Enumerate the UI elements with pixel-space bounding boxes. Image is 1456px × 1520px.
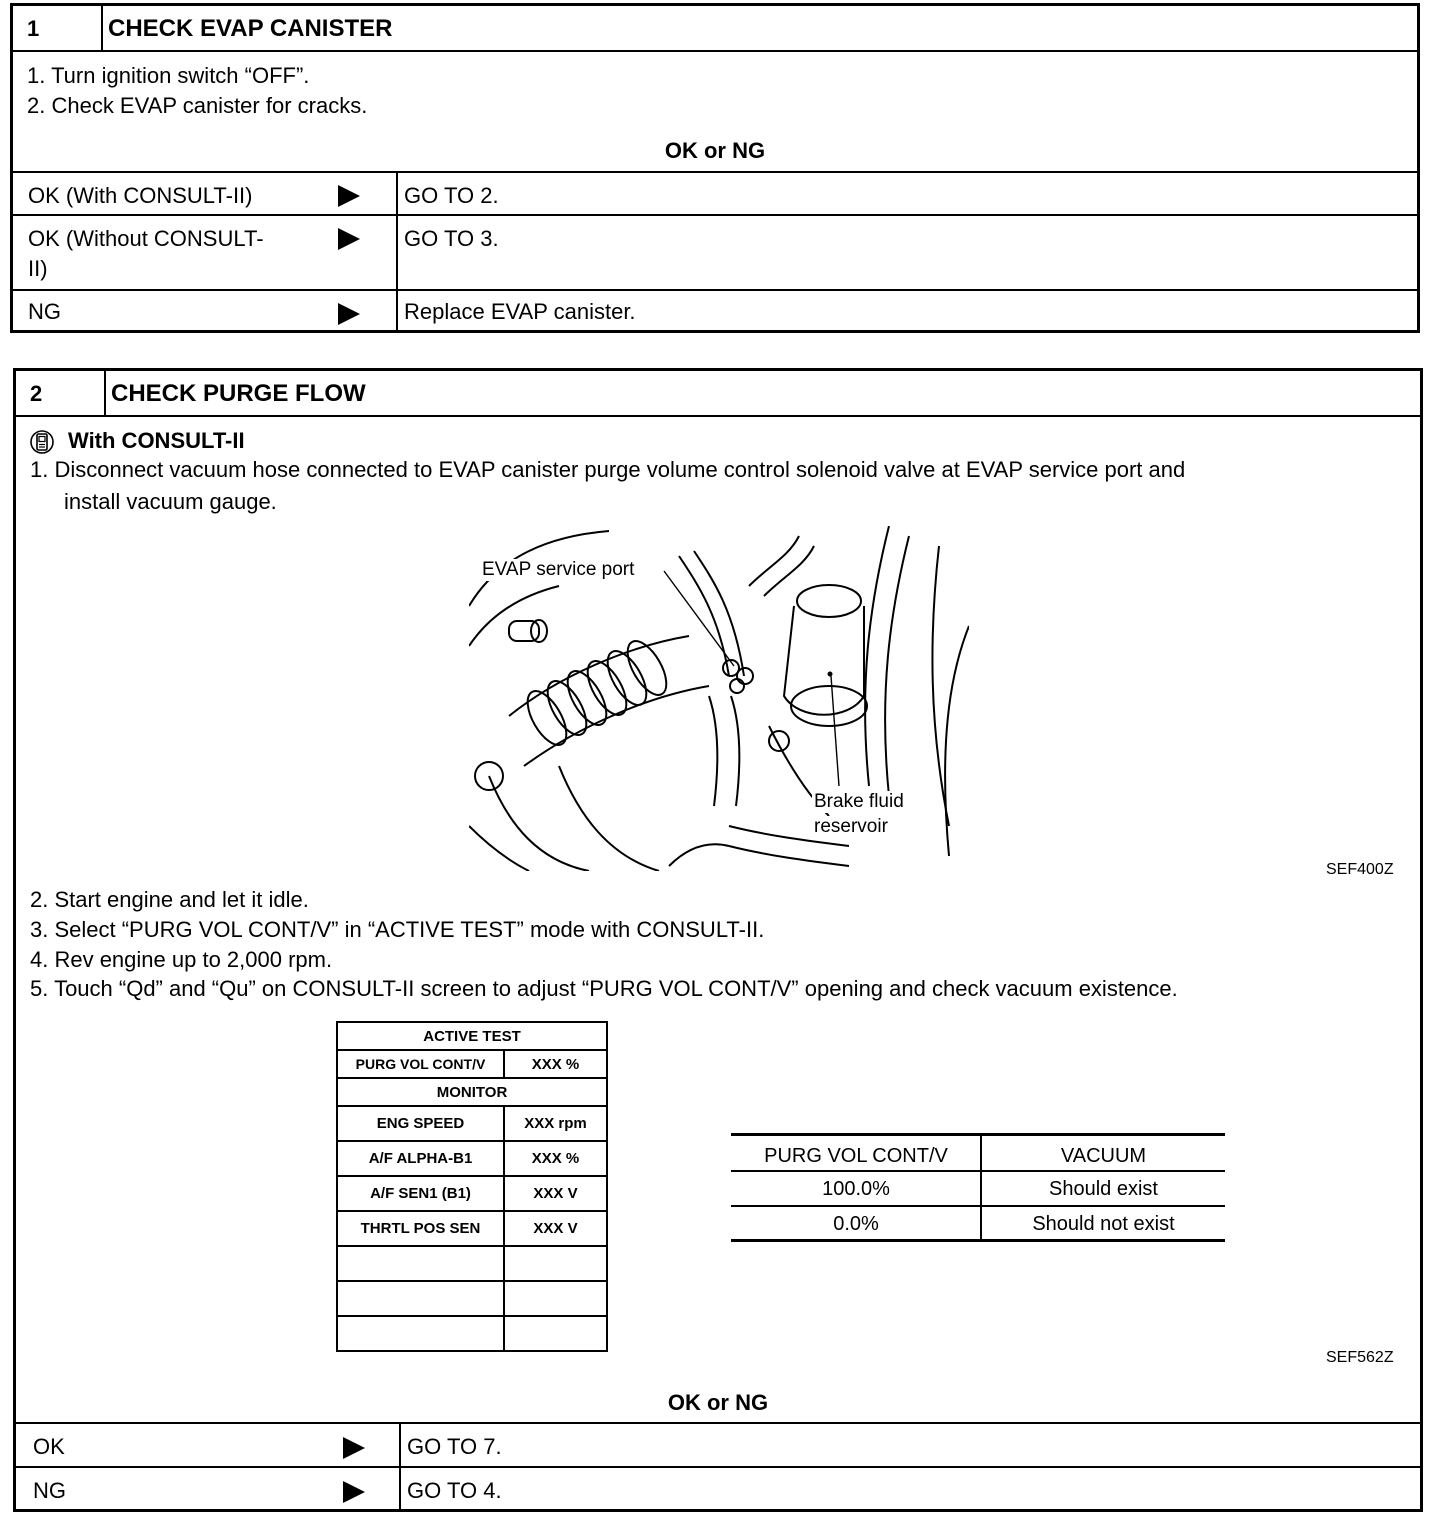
step1-result-action: Replace EVAP canister.	[404, 299, 636, 324]
step1-result-condition: NG	[28, 299, 61, 324]
arrow-right-icon	[343, 1481, 365, 1503]
header-divider	[101, 6, 103, 50]
monitor-item: A/F ALPHA-B1	[337, 1141, 504, 1176]
step2-title: CHECK PURGE FLOW	[111, 380, 366, 407]
row-divider	[13, 214, 1417, 216]
step2-instruction-3: 3. Select “PURG VOL CONT/V” in “ACTIVE TEST” mode with CONSULT-II.	[30, 917, 765, 942]
step2-instruction-5: 5. Touch “Qd” and “Qu” on CONSULT-II screen to adjust “PURG VOL CONT/V” opening and check vacuum existence.	[30, 976, 1178, 1001]
step1-instruction-1: 1. Turn ignition switch “OFF”.	[27, 63, 310, 88]
arrow-right-icon	[338, 228, 360, 250]
step2-result-condition: OK	[33, 1434, 65, 1459]
monitor-item: THRTL POS SEN	[337, 1211, 504, 1246]
step2-result-condition: NG	[33, 1478, 66, 1503]
row-divider	[16, 1466, 1420, 1468]
step2-result-action: GO TO 7.	[407, 1434, 502, 1459]
step2-instruction-1-cont: install vacuum gauge.	[64, 489, 277, 514]
monitor-item: A/F SEN1 (B1)	[337, 1176, 504, 1211]
row-divider	[13, 289, 1417, 291]
monitor-value: XXX V	[504, 1176, 607, 1211]
purge-vacuum: Should exist	[1049, 1178, 1158, 1200]
monitor-value: XXX rpm	[504, 1106, 607, 1141]
arrow-right-icon	[343, 1437, 365, 1459]
column-divider	[396, 171, 398, 330]
step1-ok-ng-label: OK or NG	[664, 138, 766, 163]
mode-label: With CONSULT-II	[68, 428, 245, 453]
test-value: XXX %	[504, 1050, 607, 1078]
step2-instruction-4: 4. Rev engine up to 2,000 rpm.	[30, 947, 333, 972]
monitor-header: MONITOR	[337, 1078, 607, 1106]
empty-cell	[504, 1281, 607, 1316]
step1-result-condition: OK (Without CONSULT-	[28, 226, 264, 251]
step1-instruction-2: 2. Check EVAP canister for cracks.	[27, 93, 368, 118]
step2-instruction-1: 1. Disconnect vacuum hose connected to EVAP canister purge volume control solenoid valve at EVAP service port and	[30, 457, 1186, 482]
callout-evap-service-port: EVAP service port	[482, 559, 635, 580]
purge-col-vacuum: VACUUM	[1060, 1145, 1147, 1167]
empty-cell	[504, 1316, 607, 1351]
table-rule	[731, 1205, 1225, 1207]
row-divider	[16, 1422, 1420, 1424]
active-test-table	[336, 1021, 608, 1352]
purge-opening: 100.0%	[822, 1178, 890, 1200]
step1-result-condition-cont: II)	[28, 256, 48, 281]
step1-result-action: GO TO 2.	[404, 183, 499, 208]
step2-ok-ng-label: OK or NG	[667, 1390, 769, 1415]
header-divider	[104, 371, 106, 415]
step1-header	[13, 6, 1417, 52]
step1-result-action: GO TO 3.	[404, 226, 499, 251]
purge-opening: 0.0%	[833, 1213, 879, 1235]
table-rule	[731, 1133, 1225, 1136]
monitor-value: XXX %	[504, 1141, 607, 1176]
callout-brake-fluid: Brake fluid	[814, 791, 904, 812]
consult-tool-icon	[30, 429, 54, 455]
step1-box	[10, 3, 1420, 333]
arrow-right-icon	[338, 303, 360, 325]
empty-cell	[337, 1316, 504, 1351]
monitor-item: ENG SPEED	[337, 1106, 504, 1141]
step1-number: 1	[27, 16, 40, 41]
step2-result-action: GO TO 4.	[407, 1478, 502, 1503]
test-item: PURG VOL CONT/V	[337, 1050, 504, 1078]
column-divider	[399, 1422, 401, 1509]
callout-reservoir: reservoir	[814, 816, 888, 837]
step2-number: 2	[30, 381, 43, 406]
empty-cell	[337, 1246, 504, 1281]
step2-header	[16, 371, 1420, 417]
arrow-right-icon	[338, 185, 360, 207]
active-test-header: ACTIVE TEST	[337, 1022, 607, 1050]
empty-cell	[337, 1281, 504, 1316]
step2-instruction-2: 2. Start engine and let it idle.	[30, 887, 309, 912]
step1-result-condition: OK (With CONSULT-II)	[28, 183, 253, 208]
figure-code: SEF562Z	[1326, 1349, 1394, 1366]
empty-cell	[504, 1246, 607, 1281]
step2-box	[13, 368, 1423, 1512]
monitor-value: XXX V	[504, 1211, 607, 1246]
step1-title: CHECK EVAP CANISTER	[108, 15, 393, 42]
figure-code: SEF400Z	[1326, 861, 1394, 878]
table-rule	[731, 1239, 1225, 1242]
purge-vacuum: Should not exist	[1032, 1213, 1175, 1235]
purge-col-opening: PURG VOL CONT/V	[764, 1145, 948, 1167]
row-divider	[13, 171, 1417, 173]
